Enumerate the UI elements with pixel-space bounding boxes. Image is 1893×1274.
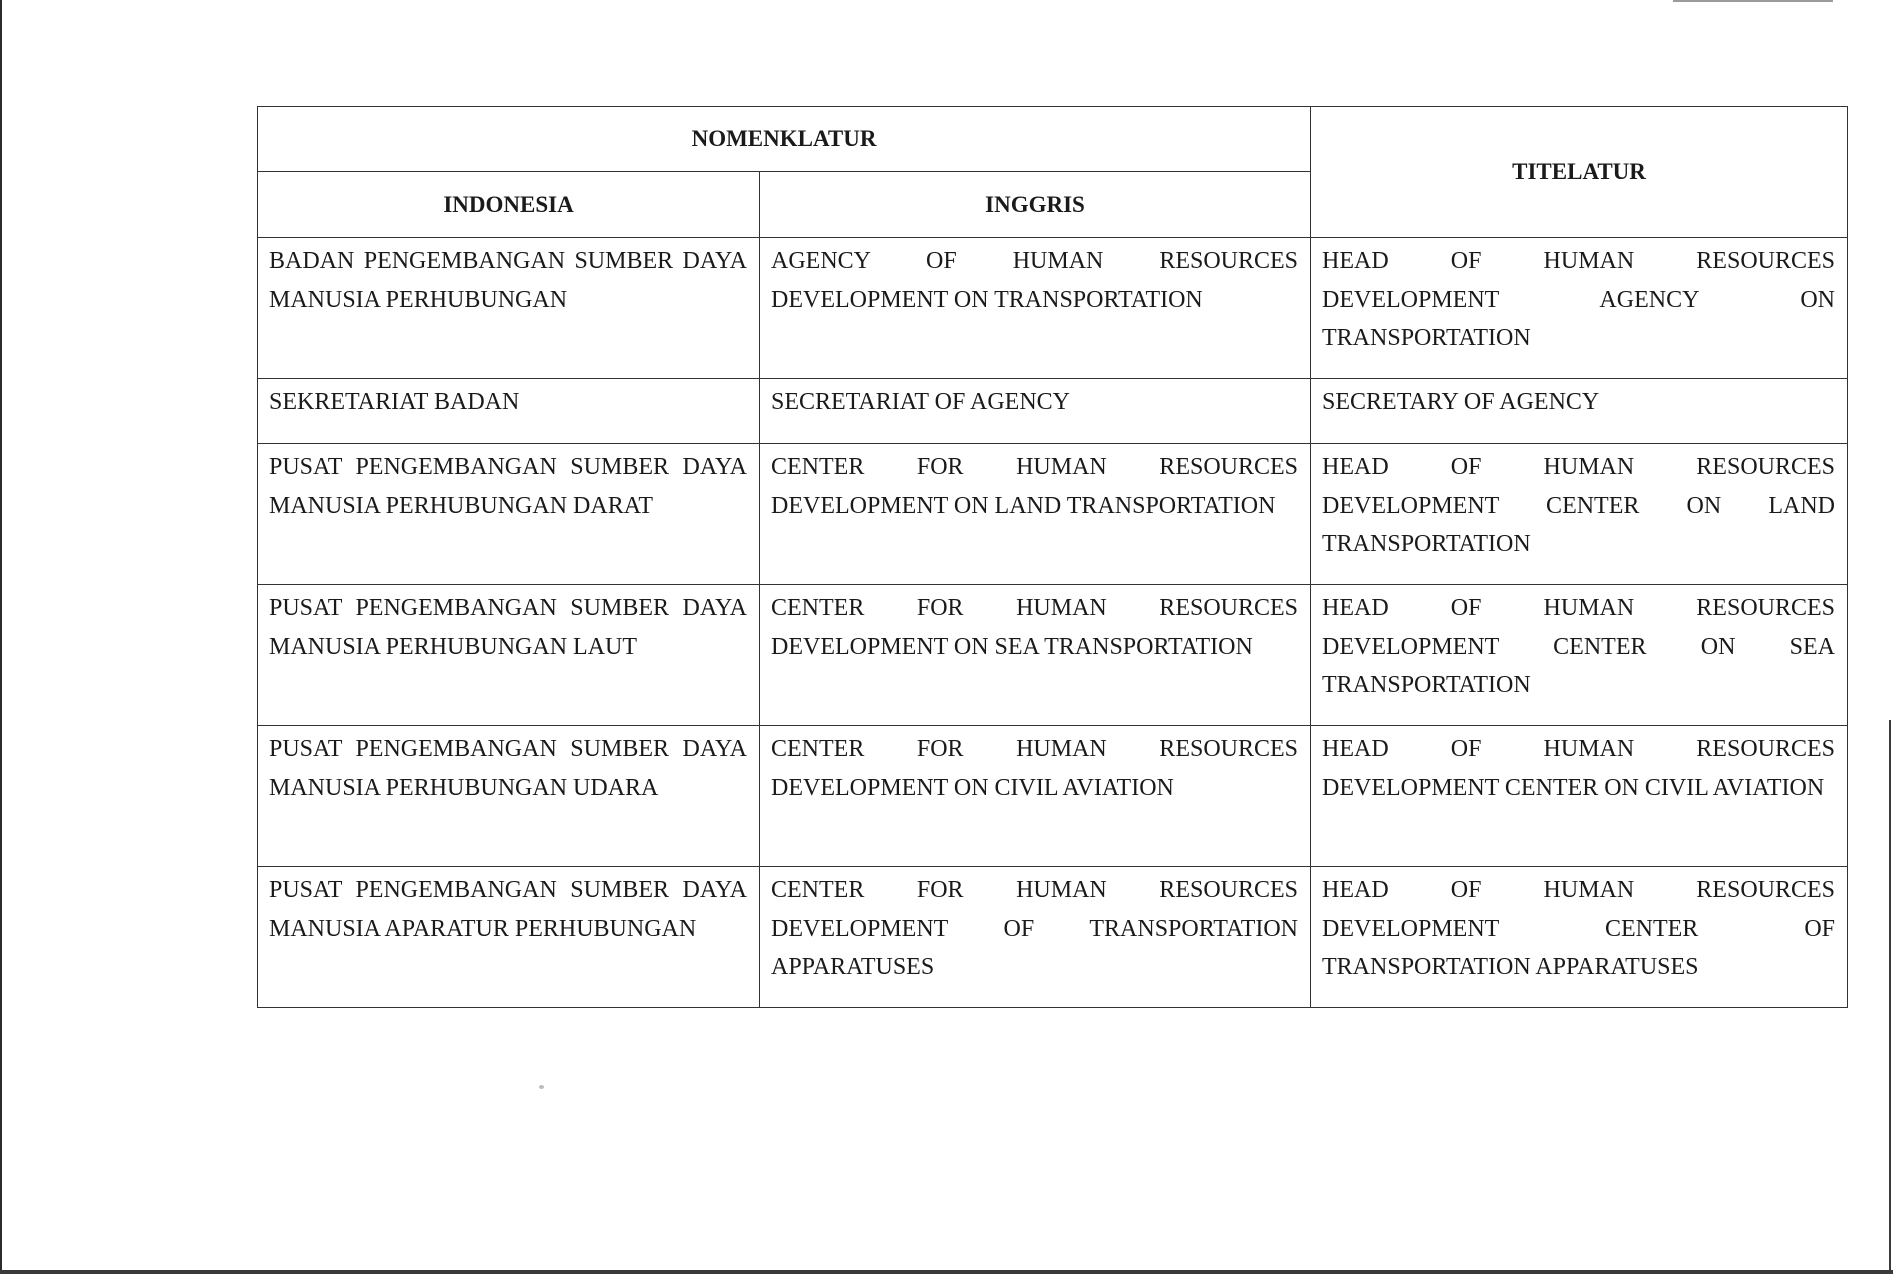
scan-edge-top [1673,0,1833,2]
cell-titelatur: HEAD OF HUMAN RESOURCES DEVELOPMENT CENTER OF TRANSPORTATION APPARATUSES [1311,867,1848,1008]
cell-titelatur: HEAD OF HUMAN RESOURCES DEVELOPMENT CENTER ON CIVIL AVIATION [1311,726,1848,867]
header-indonesia: INDONESIA [258,172,760,238]
cell-titelatur: HEAD OF HUMAN RESOURCES DEVELOPMENT CENTER ON SEA TRANSPORTATION [1311,585,1848,726]
table-row [258,238,1848,379]
cell-inggris: CENTER FOR HUMAN RESOURCES DEVELOPMENT ON CIVIL AVIATION [760,726,1311,867]
table-row [258,444,1848,585]
scan-edge-left [0,0,2,1274]
scan-edge-right [1889,720,1891,1274]
scan-speck [539,1085,544,1089]
cell-indonesia: PUSAT PENGEMBANGAN SUMBER DAYA MANUSIA PERHUBUNGAN DARAT [258,444,760,585]
cell-indonesia: BADAN PENGEMBANGAN SUMBER DAYA MANUSIA PERHUBUNGAN [258,238,760,379]
cell-inggris: CENTER FOR HUMAN RESOURCES DEVELOPMENT OF TRANSPORTATION APPARATUSES [760,867,1311,1008]
cell-inggris: SECRETARIAT OF AGENCY [760,379,1311,444]
table-body [258,238,1848,1008]
cell-inggris: CENTER FOR HUMAN RESOURCES DEVELOPMENT ON SEA TRANSPORTATION [760,585,1311,726]
cell-indonesia: PUSAT PENGEMBANGAN SUMBER DAYA MANUSIA APARATUR PERHUBUNGAN [258,867,760,1008]
table-header [258,107,1848,238]
header-row-top [258,107,1848,172]
cell-inggris: CENTER FOR HUMAN RESOURCES DEVELOPMENT ON LAND TRANSPORTATION [760,444,1311,585]
cell-titelatur: HEAD OF HUMAN RESOURCES DEVELOPMENT CENTER ON LAND TRANSPORTATION [1311,444,1848,585]
cell-indonesia: PUSAT PENGEMBANGAN SUMBER DAYA MANUSIA PERHUBUNGAN LAUT [258,585,760,726]
table-row [258,585,1848,726]
table-row [258,379,1848,444]
nomenclature-table [257,106,1848,1008]
header-titelatur: TITELATUR [1311,107,1848,238]
header-inggris: INGGRIS [760,172,1311,238]
table-row [258,867,1848,1008]
table-row [258,726,1848,867]
scan-edge-bottom [0,1270,1893,1274]
cell-indonesia: SEKRETARIAT BADAN [258,379,760,444]
cell-indonesia: PUSAT PENGEMBANGAN SUMBER DAYA MANUSIA PERHUBUNGAN UDARA [258,726,760,867]
cell-titelatur: HEAD OF HUMAN RESOURCES DEVELOPMENT AGENCY ON TRANSPORTATION [1311,238,1848,379]
header-nomenklatur: NOMENKLATUR [258,107,1311,172]
cell-titelatur: SECRETARY OF AGENCY [1311,379,1848,444]
cell-inggris: AGENCY OF HUMAN RESOURCES DEVELOPMENT ON TRANSPORTATION [760,238,1311,379]
